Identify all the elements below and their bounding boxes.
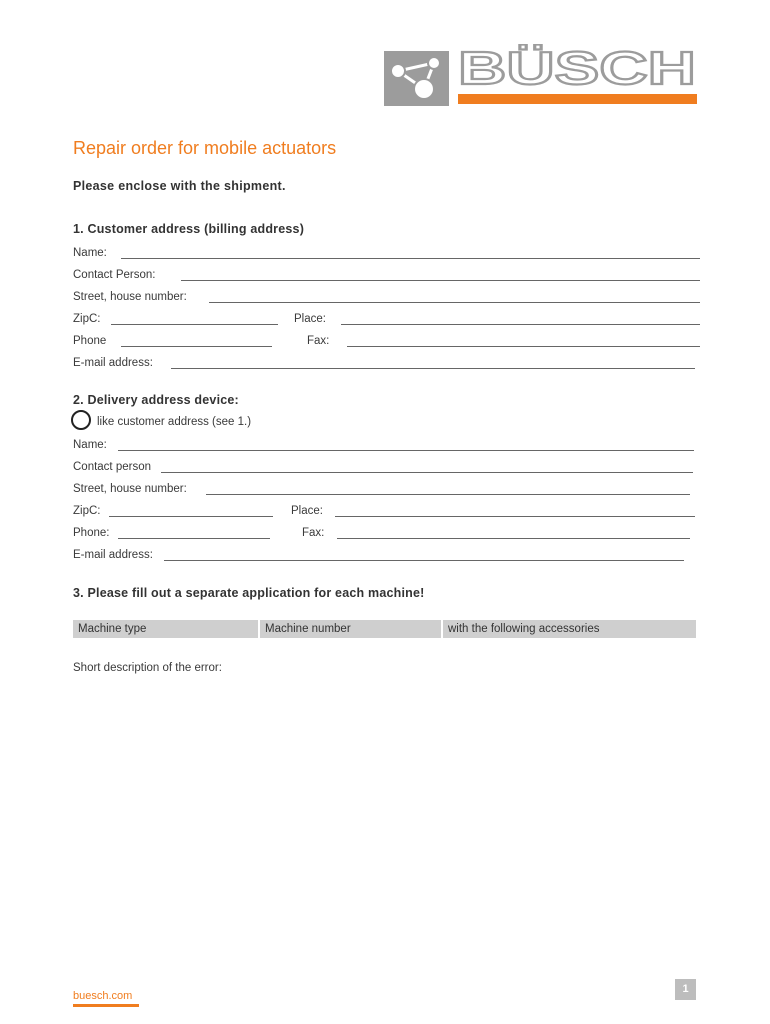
s1-fax-label: Fax: xyxy=(307,335,330,347)
s1-name-field[interactable] xyxy=(73,246,700,260)
s1-place-line[interactable] xyxy=(341,324,700,325)
s1-phone-label: Phone xyxy=(73,335,107,347)
s1-email-line[interactable] xyxy=(171,368,695,369)
s2-name-label: Name: xyxy=(73,439,107,451)
s2-email-line[interactable] xyxy=(164,560,684,561)
footer-website-link[interactable]: buesch.com xyxy=(73,990,133,1002)
s2-contact-line[interactable] xyxy=(161,472,693,473)
s2-zip-line[interactable] xyxy=(109,516,273,517)
page-number: 1 xyxy=(675,979,696,1000)
section3-heading: 3. Please fill out a separate application for each machine! xyxy=(73,586,425,600)
s1-email-label: E-mail address: xyxy=(73,357,153,369)
brand-wordmark xyxy=(458,44,698,90)
s1-contact-field[interactable] xyxy=(73,268,700,282)
section1-heading: 1. Customer address (billing address) xyxy=(73,222,305,236)
s2-phone-line[interactable] xyxy=(118,538,270,539)
s1-street-label: Street, house number: xyxy=(73,291,187,303)
s2-place-label: Place: xyxy=(291,505,323,517)
s2-zip-label: ZipC: xyxy=(73,505,101,517)
page-title: Repair order for mobile actuators xyxy=(73,138,337,158)
s2-contact-label: Contact person xyxy=(73,461,151,473)
intro-text: Please enclose with the shipment. xyxy=(73,179,286,193)
s1-phone-fax-row xyxy=(73,334,700,348)
footer-accent-bar xyxy=(73,1004,139,1007)
s2-fax-line[interactable] xyxy=(337,538,690,539)
brand-accent-bar xyxy=(458,94,697,104)
s1-zip-place-row xyxy=(73,312,700,326)
s1-contact-label: Contact Person: xyxy=(73,269,156,281)
s1-street-line[interactable] xyxy=(209,302,700,303)
same-address-label: like customer address (see 1.) xyxy=(97,416,252,428)
s2-name-field[interactable] xyxy=(73,438,700,452)
s2-street-field[interactable] xyxy=(73,482,700,496)
s1-zip-label: ZipC: xyxy=(73,313,101,325)
col-machine-number: Machine number xyxy=(260,620,441,638)
s1-zip-line[interactable] xyxy=(111,324,278,325)
col-accessories: with the following accessories xyxy=(443,620,696,638)
section2-heading: 2. Delivery address device: xyxy=(73,393,239,407)
s1-name-label: Name: xyxy=(73,247,107,259)
machine-table-header xyxy=(73,620,696,638)
s1-contact-line[interactable] xyxy=(181,280,700,281)
s2-street-line[interactable] xyxy=(206,494,690,495)
logo-emblem xyxy=(384,51,449,106)
s1-street-field[interactable] xyxy=(73,290,700,304)
s2-email-field[interactable] xyxy=(73,548,700,562)
s2-fax-label: Fax: xyxy=(302,527,325,539)
molecule-icon xyxy=(384,51,449,106)
brand-wordmark-text: BÜSCH xyxy=(458,44,696,90)
col-machine-type: Machine type xyxy=(73,620,258,638)
s2-email-label: E-mail address: xyxy=(73,549,153,561)
s2-zip-place-row xyxy=(73,504,700,518)
short-description-label: Short description of the error: xyxy=(73,662,222,674)
s2-street-label: Street, house number: xyxy=(73,483,187,495)
s1-phone-line[interactable] xyxy=(121,346,272,347)
s2-phone-fax-row xyxy=(73,526,700,540)
s1-email-field[interactable] xyxy=(73,356,700,370)
s2-phone-label: Phone: xyxy=(73,527,110,539)
s2-place-line[interactable] xyxy=(335,516,695,517)
s1-place-label: Place: xyxy=(294,313,326,325)
same-address-radio[interactable] xyxy=(71,410,91,430)
s2-contact-field[interactable] xyxy=(73,460,700,474)
s2-name-line[interactable] xyxy=(118,450,694,451)
s1-fax-line[interactable] xyxy=(347,346,700,347)
s1-name-line[interactable] xyxy=(121,258,700,259)
